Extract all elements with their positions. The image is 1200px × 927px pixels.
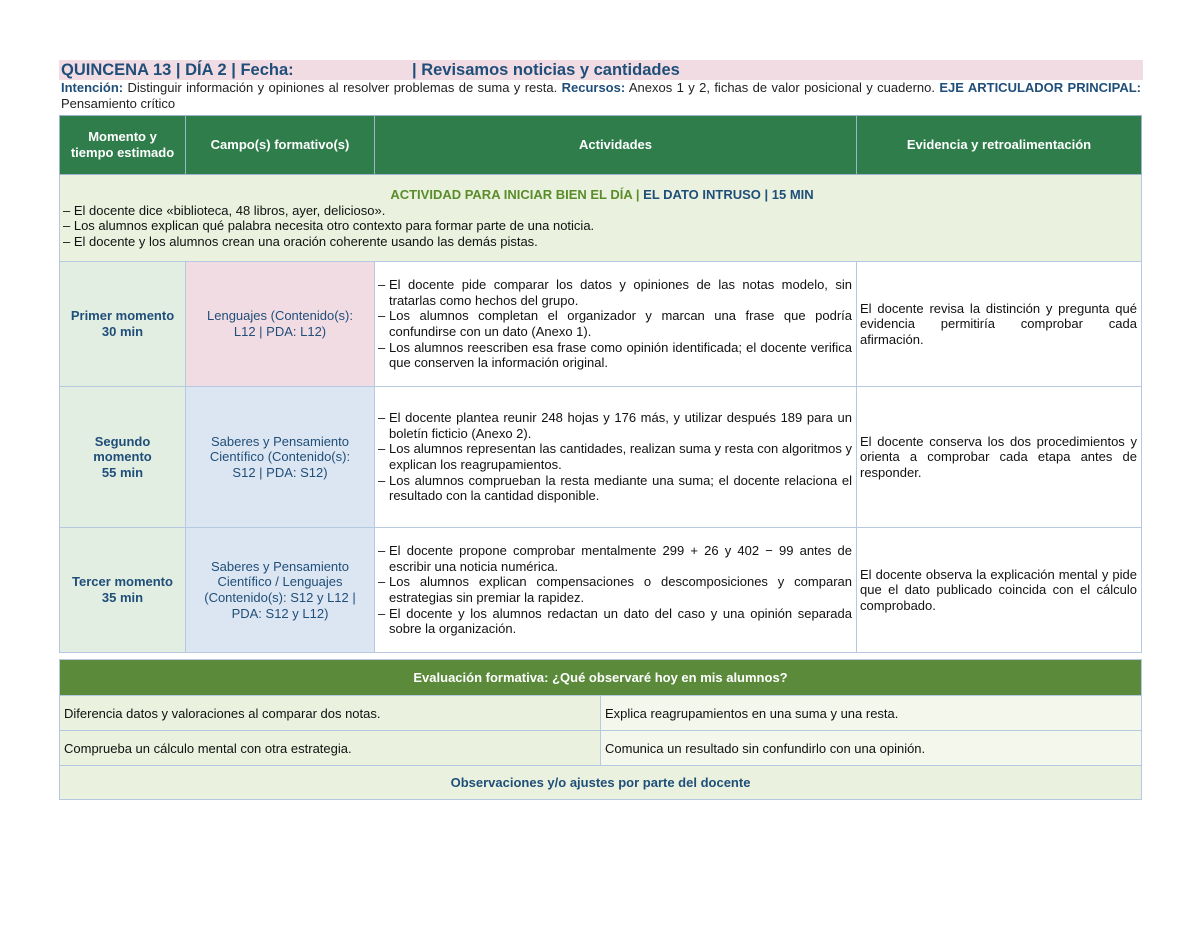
evaluation-item: Diferencia datos y valoraciones al comparar dos notas.	[60, 696, 601, 731]
evaluation-item: Comprueba un cálculo mental con otra estrategia.	[60, 731, 601, 766]
start-title-blue: EL DATO INTRUSO | 15 MIN	[643, 187, 814, 202]
page-subtitle: | Revisamos noticias y cantidades	[412, 61, 680, 79]
recursos-text: Anexos 1 y 2, fichas de valor posicional y cuaderno.	[625, 80, 940, 95]
header-momento: Momento y tiempo estimado	[60, 116, 186, 175]
momento-label: Primer momento	[70, 308, 175, 324]
intencion-text: Distinguir información y opiniones al resolver problemas de suma y resta.	[123, 80, 562, 95]
momento-time: 55 min	[101, 464, 144, 480]
start-line: – Los alumnos explican qué palabra necesita otro contexto para formar parte de una noticia.	[63, 218, 595, 234]
table-row	[60, 387, 1142, 528]
campo-text: Lenguajes (Contenido(s): L12 | PDA: L12)	[207, 308, 353, 339]
observations-row	[60, 766, 1142, 800]
start-line: – El docente y los alumnos crean una oración coherente usando las demás pistas.	[63, 233, 538, 249]
recursos-label: Recursos:	[561, 80, 626, 95]
evaluation-row	[60, 696, 1142, 731]
campo-cell	[186, 528, 375, 653]
momento-time: 35 min	[101, 590, 144, 605]
campo-text: Saberes y Pensamiento Científico / Lenguajes (Contenido(s): S12 y L12 | PDA: S12 y L12)	[204, 558, 356, 621]
observations-label: Observaciones y/o ajustes por parte del docente	[60, 766, 1142, 800]
evaluation-title: Evaluación formativa: ¿Qué observaré hoy en mis alumnos?	[60, 660, 1142, 696]
intention-paragraph	[61, 80, 1141, 112]
table-row	[60, 262, 1142, 387]
activity-item: – El docente pide comparar los datos y opiniones de las notas modelo, sin tratarlas como hechos del grupo.	[378, 277, 852, 308]
campo-cell	[186, 387, 375, 528]
activity-item: – El docente y los alumnos redactan un dato del caso y una opinión separada sobre la organización.	[378, 606, 852, 637]
activity-item: – Los alumnos representan las cantidades, realizan suma y resta con algoritmos y explican los reagrupamientos.	[378, 441, 852, 472]
start-activity-title	[63, 187, 1141, 203]
start-activity-row	[60, 175, 1142, 262]
activity-item: – El docente propone comprobar mentalmente 299 + 26 y 402 − 99 antes de escribir una noticia numérica.	[378, 543, 852, 574]
campo-text: Saberes y Pensamiento Científico (Contenido(s): S12 | PDA: S12)	[209, 433, 351, 480]
activity-item: – Los alumnos reescriben esa frase como opinión identificada; el docente verifica que conserven la información original.	[378, 340, 852, 371]
momento-label: Tercer momento	[72, 574, 173, 590]
evaluation-row	[60, 731, 1142, 766]
evaluation-table	[59, 659, 1142, 800]
momento-time: 30 min	[101, 324, 144, 339]
eje-text: Pensamiento crítico	[61, 96, 176, 111]
momento-cell	[60, 262, 186, 387]
momento-cell	[60, 387, 186, 528]
activity-item: – Los alumnos completan el organizador y marcan una frase que podría confundirse con un dato (Anexo 1).	[378, 308, 852, 339]
activity-item: – Los alumnos explican compensaciones o descomposiciones y comparan estrategias sin premiar la rapidez.	[378, 574, 852, 605]
evidencia-cell: El docente revisa la distinción y pregunta qué evidencia permitiría comprobar cada afirmación.	[857, 262, 1142, 387]
start-activity-cell	[60, 175, 1142, 262]
start-line: – El docente dice «biblioteca, 48 libros, ayer, delicioso».	[63, 202, 386, 218]
eje-label: EJE ARTICULADOR PRINCIPAL:	[939, 80, 1141, 95]
evidencia-cell: El docente observa la explicación mental y pide que el dato publicado coincida con el cálculo comprobado.	[857, 528, 1142, 653]
actividades-cell	[375, 387, 857, 528]
header-evidencia: Evidencia y retroalimentación	[857, 116, 1142, 175]
actividades-cell	[375, 528, 857, 653]
intencion-label: Intención:	[61, 80, 124, 95]
header-campo: Campo(s) formativo(s)	[186, 116, 375, 175]
momento-cell	[60, 528, 186, 653]
activity-item: – El docente plantea reunir 248 hojas y 176 más, y utilizar después 189 para un boletín ficticio (Anexo 2).	[378, 410, 852, 441]
start-title-green: ACTIVIDAD PARA INICIAR BIEN EL DÍA |	[390, 187, 644, 202]
actividades-cell	[375, 262, 857, 387]
table-row	[60, 528, 1142, 653]
campo-cell	[186, 262, 375, 387]
evaluation-item: Comunica un resultado sin confundirlo con una opinión.	[601, 731, 1142, 766]
page-title: QUINCENA 13 | DÍA 2 | Fecha:	[61, 61, 294, 79]
header-actividades: Actividades	[375, 116, 857, 175]
planning-table	[59, 115, 1142, 653]
momento-label: Segundo momento	[93, 433, 152, 465]
evidencia-cell: El docente conserva los dos procedimientos y orienta a comprobar cada etapa antes de responder.	[857, 387, 1142, 528]
evaluation-header-row	[60, 660, 1142, 696]
evaluation-item: Explica reagrupamientos en una suma y una resta.	[601, 696, 1142, 731]
activity-item: – Los alumnos comprueban la resta mediante una suma; el docente relaciona el resultado con la cantidad disponible.	[378, 473, 852, 504]
table-header-row	[60, 116, 1142, 175]
